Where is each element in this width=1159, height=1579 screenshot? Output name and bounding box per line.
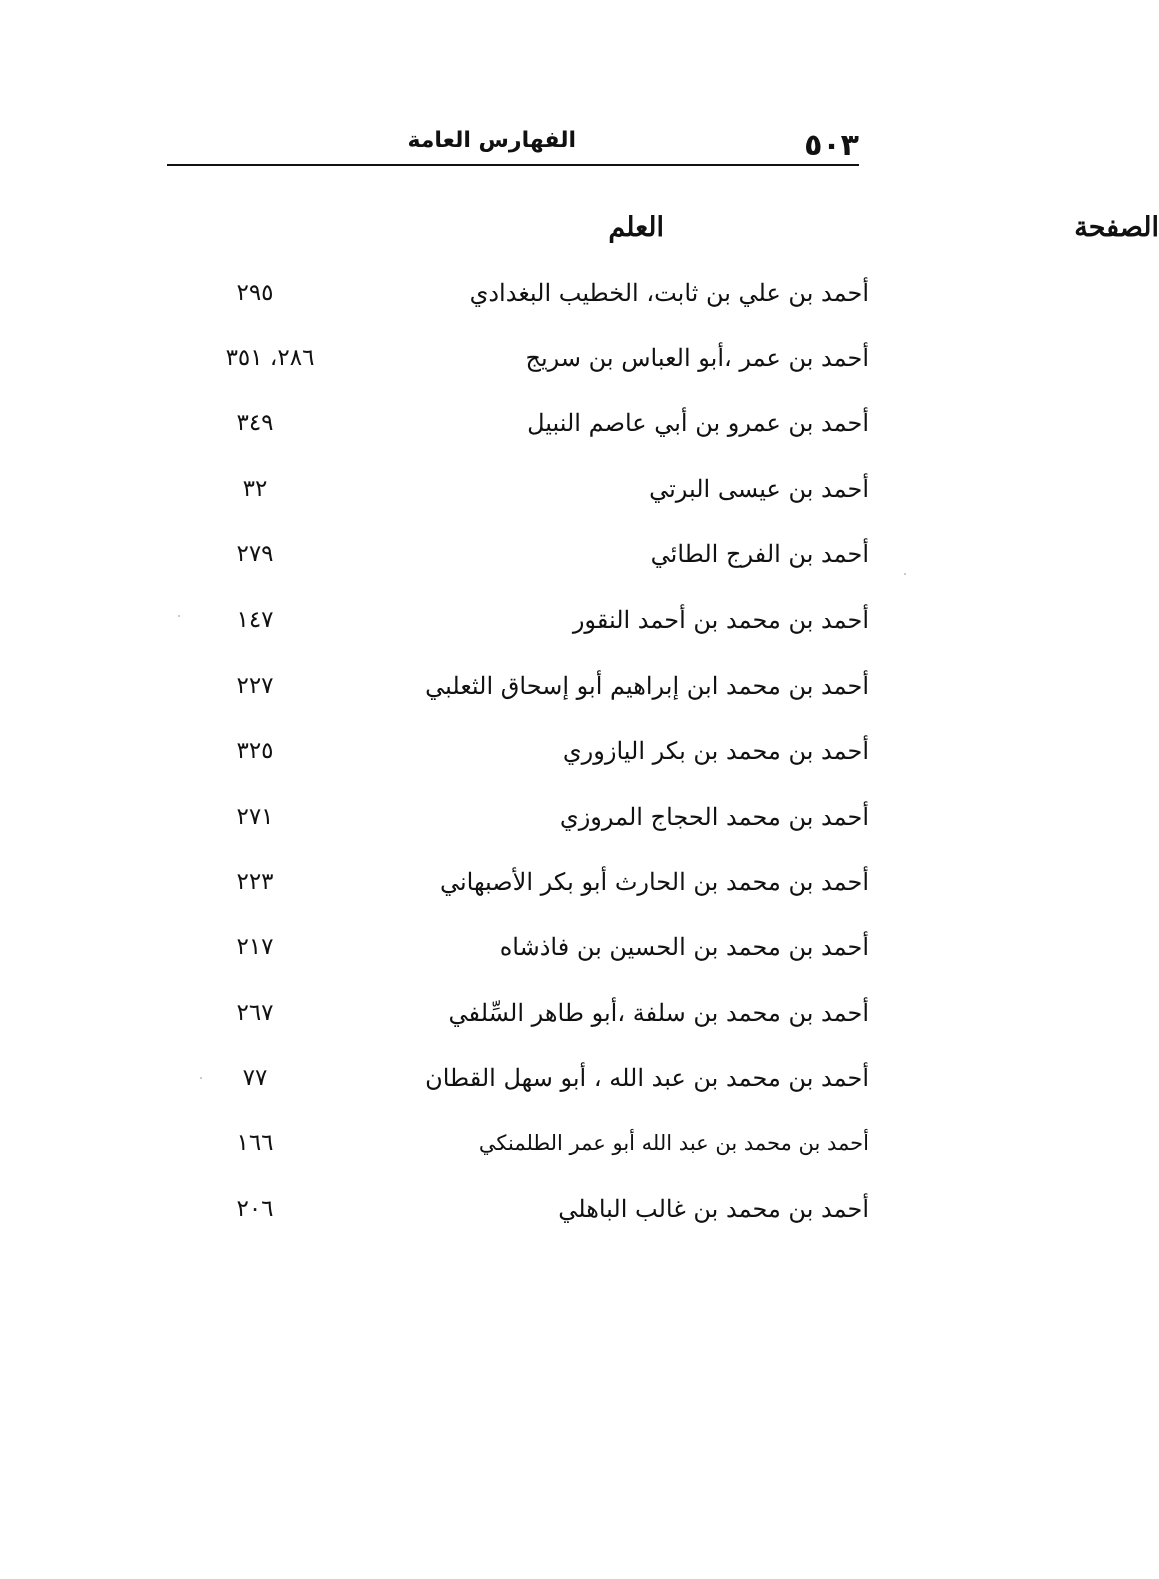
entry-name: أحمد بن محمد الحجاج المروزي [559,803,869,831]
page-number: ٥٠٣ [804,128,859,163]
entry-pages: ٢١٧ [236,934,274,960]
entry-name: أحمد بن محمد بن سلفة ،أبو طاهر السِّلفي [448,999,869,1027]
index-entry [0,598,927,642]
name-column-heading: العلم [608,212,664,243]
entry-name: أحمد بن عيسى البرتي [649,475,869,503]
entry-name: أحمد بن عمر ،أبو العباس بن سريج [525,344,869,372]
index-entry [0,532,927,576]
index-entry [0,1056,927,1100]
entry-name: أحمد بن عمرو بن أبي عاصم النبيل [527,409,869,437]
entry-pages: ٧٧ [242,1065,268,1091]
page-column-heading: الصفحة [1074,212,1159,243]
entry-name: أحمد بن محمد بن بكر اليازوري [562,737,869,765]
scan-speck [178,615,180,617]
entry-name: أحمد بن محمد بن الحارث أبو بكر الأصبهاني [439,868,869,896]
running-title: الفهارس العامة [407,128,576,153]
entry-pages: ٣٢ [242,476,268,502]
entry-pages: ٢٩٥ [236,280,274,306]
index-entry [0,664,927,708]
entry-name: أحمد بن الفرج الطائي [650,540,869,568]
entry-pages: ٢٧٩ [236,541,274,567]
index-entry [0,467,927,511]
entry-pages: ٢٦٧ [236,1000,274,1026]
index-entry [0,729,927,773]
entry-name: أحمد بن محمد بن غالب الباهلي [558,1195,869,1223]
entry-name: أحمد بن علي بن ثابت، الخطيب البغدادي [469,279,869,307]
entry-name: أحمد بن محمد بن أحمد النقور [572,606,869,634]
entry-pages: ٢٢٧ [236,673,274,699]
scan-speck [200,1077,202,1079]
entry-name: أحمد بن محمد بن عبد الله ، أبو سهل القطان [425,1064,869,1092]
index-entry [0,1187,927,1231]
index-entry [0,795,927,839]
entry-pages: ١٤٧ [236,607,274,633]
entry-name: أحمد بن محمد ابن إبراهيم أبو إسحاق الثعلبي [425,672,869,700]
index-entry [0,401,927,445]
scan-speck [904,573,906,575]
index-entry [0,336,927,380]
entry-pages: ٢٨٦، ٣٥١ [225,345,315,371]
entry-name: أحمد بن محمد بن الحسين بن فاذشاه [499,933,869,961]
entry-pages: ٢٢٣ [236,869,274,895]
entry-pages: ٢٧١ [236,804,274,830]
entry-pages: ١٦٦ [236,1130,274,1156]
index-entry [0,1121,927,1165]
index-entry [0,271,927,315]
index-entry [0,991,927,1035]
entry-pages: ٣٢٥ [236,738,274,764]
entry-pages: ٢٠٦ [236,1196,274,1222]
entry-pages: ٣٤٩ [236,410,274,436]
index-entry [0,860,927,904]
entry-name: أحمد بن محمد بن عبد الله أبو عمر الطلمنكي [478,1131,869,1155]
index-entry [0,925,927,969]
